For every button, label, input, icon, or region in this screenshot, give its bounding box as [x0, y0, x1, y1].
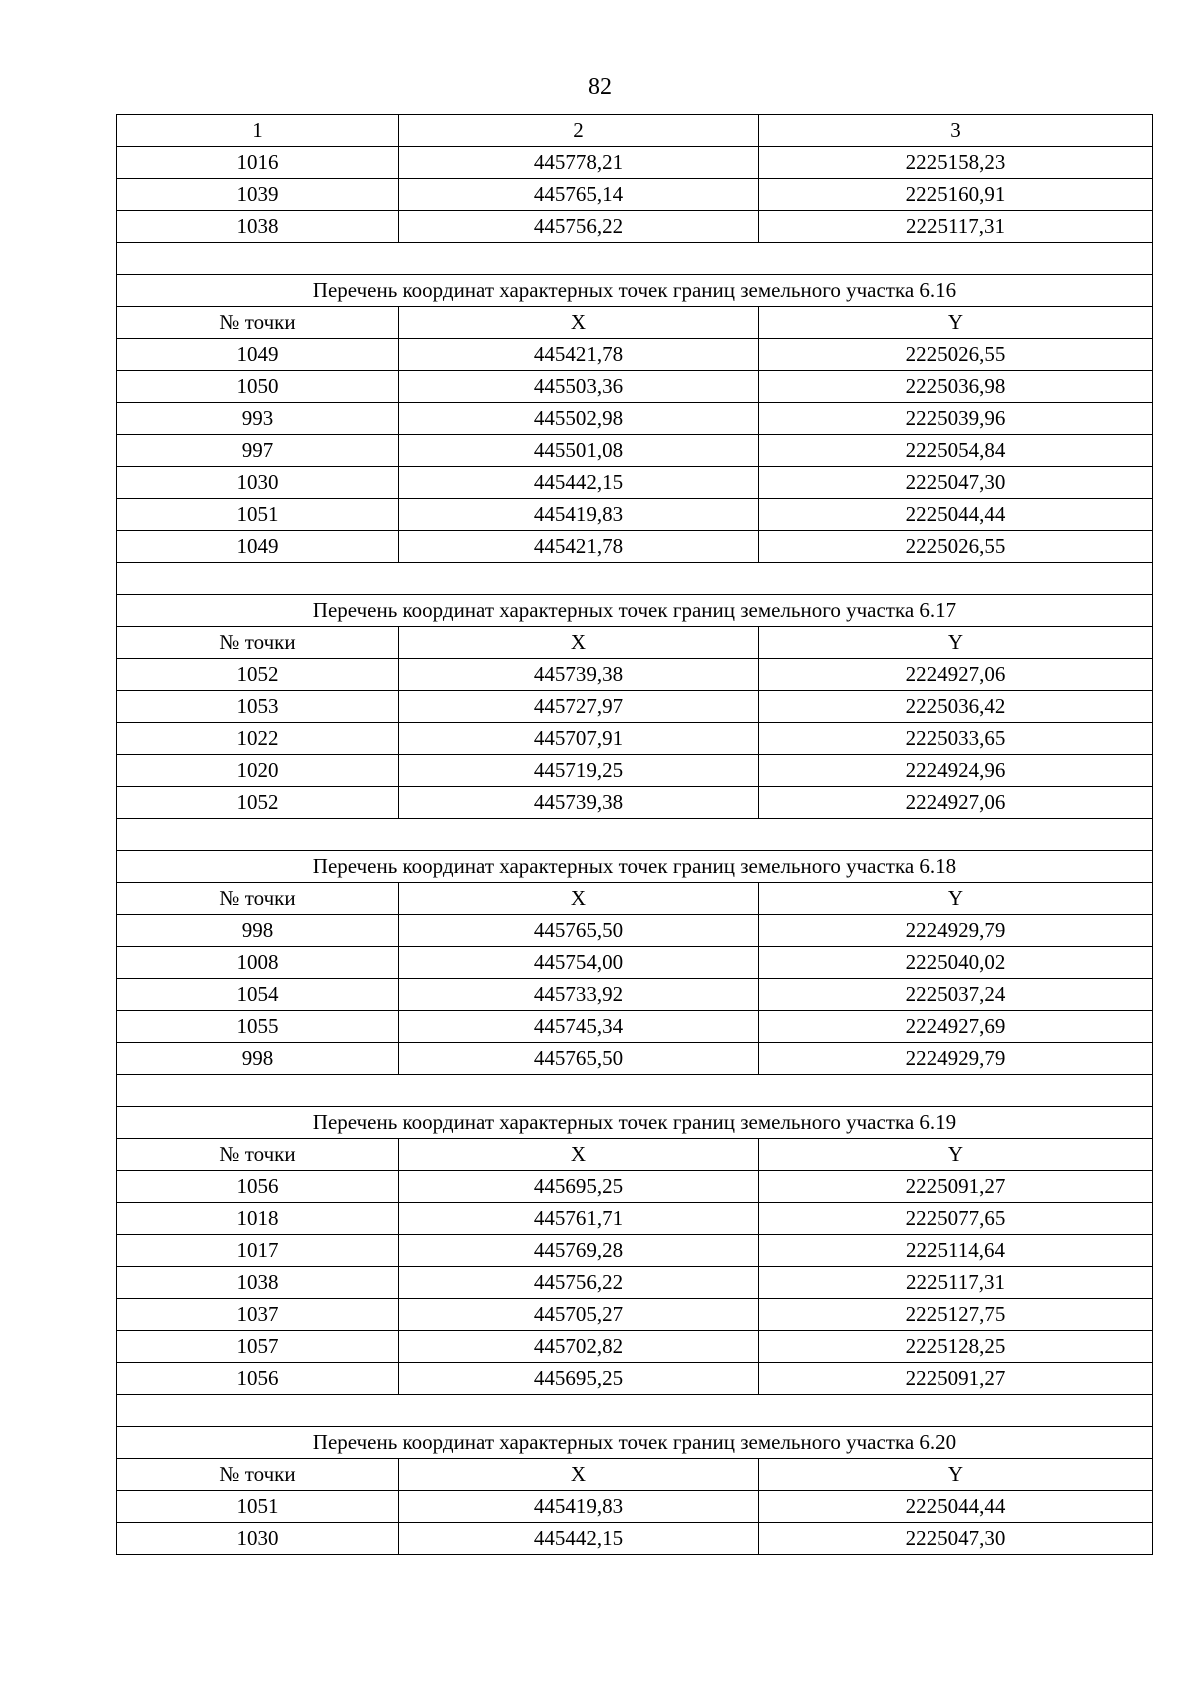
x-coordinate-cell: 445707,91 [399, 723, 759, 755]
table-row [117, 211, 1153, 243]
table-row [117, 339, 1153, 371]
table-row [117, 531, 1153, 563]
spacer-row [117, 1075, 1153, 1107]
x-coordinate-cell: 445502,98 [399, 403, 759, 435]
point-number-cell: 1037 [117, 1299, 399, 1331]
point-number-cell: 1022 [117, 723, 399, 755]
y-coordinate-cell: 2225091,27 [759, 1171, 1153, 1203]
spacer-row [117, 243, 1153, 275]
point-number-cell: 1053 [117, 691, 399, 723]
y-coordinate-cell: 2224927,69 [759, 1011, 1153, 1043]
y-coordinate-cell: 2225091,27 [759, 1363, 1153, 1395]
table-row [117, 435, 1153, 467]
point-number-cell: 1018 [117, 1203, 399, 1235]
point-number-cell: 1057 [117, 1331, 399, 1363]
table-row [117, 467, 1153, 499]
table-row [117, 755, 1153, 787]
table-row [117, 499, 1153, 531]
y-coordinate-cell: 2225158,23 [759, 147, 1153, 179]
table-row [117, 147, 1153, 179]
point-number-cell: 1051 [117, 1491, 399, 1523]
y-coordinate-cell: 2224927,06 [759, 787, 1153, 819]
y-coordinate-cell: 2225047,30 [759, 467, 1153, 499]
y-coordinate-cell: 2224924,96 [759, 755, 1153, 787]
point-number-cell: 1051 [117, 499, 399, 531]
page-number: 82 [588, 74, 612, 100]
spacer-cell [117, 1075, 1153, 1107]
spacer-cell [117, 1395, 1153, 1427]
x-coordinate-cell: 445719,25 [399, 755, 759, 787]
x-coordinate-cell: 445761,71 [399, 1203, 759, 1235]
x-header: X [399, 1139, 759, 1171]
table-row [117, 691, 1153, 723]
section-title-row [117, 851, 1153, 883]
x-coordinate-cell: 445442,15 [399, 467, 759, 499]
point-number-cell: 1054 [117, 979, 399, 1011]
x-header: X [399, 883, 759, 915]
x-coordinate-cell: 445421,78 [399, 531, 759, 563]
y-coordinate-cell: 2225036,98 [759, 371, 1153, 403]
y-coordinate-cell: 2225114,64 [759, 1235, 1153, 1267]
x-coordinate-cell: 445733,92 [399, 979, 759, 1011]
point-number-cell: 1016 [117, 147, 399, 179]
x-coordinate-cell: 445705,27 [399, 1299, 759, 1331]
column-header-row [117, 883, 1153, 915]
x-coordinate-cell: 445695,25 [399, 1171, 759, 1203]
x-header: X [399, 1459, 759, 1491]
coordinates-table [116, 114, 1153, 1555]
column-number-cell: 1 [117, 115, 399, 147]
section-title: Перечень координат характерных точек границ земельного участка 6.20 [117, 1427, 1153, 1459]
y-coordinate-cell: 2225054,84 [759, 435, 1153, 467]
spacer-row [117, 819, 1153, 851]
point-number-cell: 1038 [117, 1267, 399, 1299]
table-row [117, 979, 1153, 1011]
section-title: Перечень координат характерных точек границ земельного участка 6.18 [117, 851, 1153, 883]
table-row [117, 1491, 1153, 1523]
spacer-row [117, 563, 1153, 595]
x-coordinate-cell: 445695,25 [399, 1363, 759, 1395]
column-number-row [117, 115, 1153, 147]
point-number-cell: 1020 [117, 755, 399, 787]
y-header: Y [759, 627, 1153, 659]
section-title: Перечень координат характерных точек границ земельного участка 6.19 [117, 1107, 1153, 1139]
column-header-row [117, 1459, 1153, 1491]
column-number-cell: 2 [399, 115, 759, 147]
y-coordinate-cell: 2225033,65 [759, 723, 1153, 755]
x-coordinate-cell: 445754,00 [399, 947, 759, 979]
y-coordinate-cell: 2224929,79 [759, 915, 1153, 947]
y-coordinate-cell: 2225044,44 [759, 499, 1153, 531]
y-coordinate-cell: 2225117,31 [759, 211, 1153, 243]
point-number-cell: 1038 [117, 211, 399, 243]
table-row [117, 1331, 1153, 1363]
point-number-cell: 1052 [117, 787, 399, 819]
x-coordinate-cell: 445419,83 [399, 499, 759, 531]
section-title-row [117, 1107, 1153, 1139]
point-number-cell: 1056 [117, 1363, 399, 1395]
table-row [117, 1043, 1153, 1075]
x-coordinate-cell: 445765,14 [399, 179, 759, 211]
table-row [117, 723, 1153, 755]
point-number-header: № точки [117, 883, 399, 915]
x-coordinate-cell: 445756,22 [399, 211, 759, 243]
point-number-cell: 1055 [117, 1011, 399, 1043]
y-coordinate-cell: 2225077,65 [759, 1203, 1153, 1235]
column-header-row [117, 307, 1153, 339]
section-title-row [117, 1427, 1153, 1459]
y-coordinate-cell: 2225039,96 [759, 403, 1153, 435]
section-title-row [117, 595, 1153, 627]
y-coordinate-cell: 2225040,02 [759, 947, 1153, 979]
y-coordinate-cell: 2225047,30 [759, 1523, 1153, 1555]
x-coordinate-cell: 445421,78 [399, 339, 759, 371]
y-coordinate-cell: 2225117,31 [759, 1267, 1153, 1299]
x-coordinate-cell: 445501,08 [399, 435, 759, 467]
table-row [117, 1235, 1153, 1267]
section-title: Перечень координат характерных точек границ земельного участка 6.16 [117, 275, 1153, 307]
spacer-cell [117, 243, 1153, 275]
y-coordinate-cell: 2225037,24 [759, 979, 1153, 1011]
point-number-cell: 1049 [117, 531, 399, 563]
y-coordinate-cell: 2225026,55 [759, 339, 1153, 371]
table-row [117, 1363, 1153, 1395]
y-coordinate-cell: 2224927,06 [759, 659, 1153, 691]
spacer-cell [117, 563, 1153, 595]
x-coordinate-cell: 445739,38 [399, 787, 759, 819]
column-header-row [117, 1139, 1153, 1171]
table-row [117, 1203, 1153, 1235]
x-coordinate-cell: 445778,21 [399, 147, 759, 179]
point-number-cell: 1008 [117, 947, 399, 979]
point-number-header: № точки [117, 307, 399, 339]
point-number-cell: 997 [117, 435, 399, 467]
point-number-header: № точки [117, 1139, 399, 1171]
point-number-cell: 993 [117, 403, 399, 435]
point-number-cell: 1049 [117, 339, 399, 371]
section-title-row [117, 275, 1153, 307]
x-coordinate-cell: 445756,22 [399, 1267, 759, 1299]
section-title: Перечень координат характерных точек границ земельного участка 6.17 [117, 595, 1153, 627]
y-coordinate-cell: 2225160,91 [759, 179, 1153, 211]
y-coordinate-cell: 2225044,44 [759, 1491, 1153, 1523]
y-coordinate-cell: 2225026,55 [759, 531, 1153, 563]
x-coordinate-cell: 445503,36 [399, 371, 759, 403]
x-coordinate-cell: 445419,83 [399, 1491, 759, 1523]
x-coordinate-cell: 445739,38 [399, 659, 759, 691]
spacer-row [117, 1395, 1153, 1427]
point-number-cell: 1056 [117, 1171, 399, 1203]
table-row [117, 1171, 1153, 1203]
y-header: Y [759, 307, 1153, 339]
point-number-cell: 1030 [117, 1523, 399, 1555]
table-row [117, 1523, 1153, 1555]
column-number-cell: 3 [759, 115, 1153, 147]
x-coordinate-cell: 445765,50 [399, 915, 759, 947]
x-coordinate-cell: 445727,97 [399, 691, 759, 723]
y-coordinate-cell: 2225127,75 [759, 1299, 1153, 1331]
table-row [117, 915, 1153, 947]
table-row [117, 371, 1153, 403]
point-number-header: № точки [117, 627, 399, 659]
table-row [117, 659, 1153, 691]
table-row [117, 403, 1153, 435]
column-header-row [117, 627, 1153, 659]
x-coordinate-cell: 445442,15 [399, 1523, 759, 1555]
point-number-cell: 1039 [117, 179, 399, 211]
x-header: X [399, 307, 759, 339]
point-number-cell: 1017 [117, 1235, 399, 1267]
x-coordinate-cell: 445769,28 [399, 1235, 759, 1267]
spacer-cell [117, 819, 1153, 851]
x-coordinate-cell: 445702,82 [399, 1331, 759, 1363]
table-row [117, 179, 1153, 211]
y-coordinate-cell: 2225036,42 [759, 691, 1153, 723]
x-coordinate-cell: 445745,34 [399, 1011, 759, 1043]
y-header: Y [759, 1139, 1153, 1171]
y-header: Y [759, 1459, 1153, 1491]
coordinates-table-body [117, 115, 1153, 1555]
point-number-cell: 998 [117, 1043, 399, 1075]
point-number-cell: 998 [117, 915, 399, 947]
point-number-cell: 1030 [117, 467, 399, 499]
table-row [117, 787, 1153, 819]
point-number-cell: 1050 [117, 371, 399, 403]
y-coordinate-cell: 2224929,79 [759, 1043, 1153, 1075]
x-header: X [399, 627, 759, 659]
y-header: Y [759, 883, 1153, 915]
y-coordinate-cell: 2225128,25 [759, 1331, 1153, 1363]
table-row [117, 1267, 1153, 1299]
table-row [117, 947, 1153, 979]
table-row [117, 1299, 1153, 1331]
point-number-header: № точки [117, 1459, 399, 1491]
table-row [117, 1011, 1153, 1043]
point-number-cell: 1052 [117, 659, 399, 691]
x-coordinate-cell: 445765,50 [399, 1043, 759, 1075]
